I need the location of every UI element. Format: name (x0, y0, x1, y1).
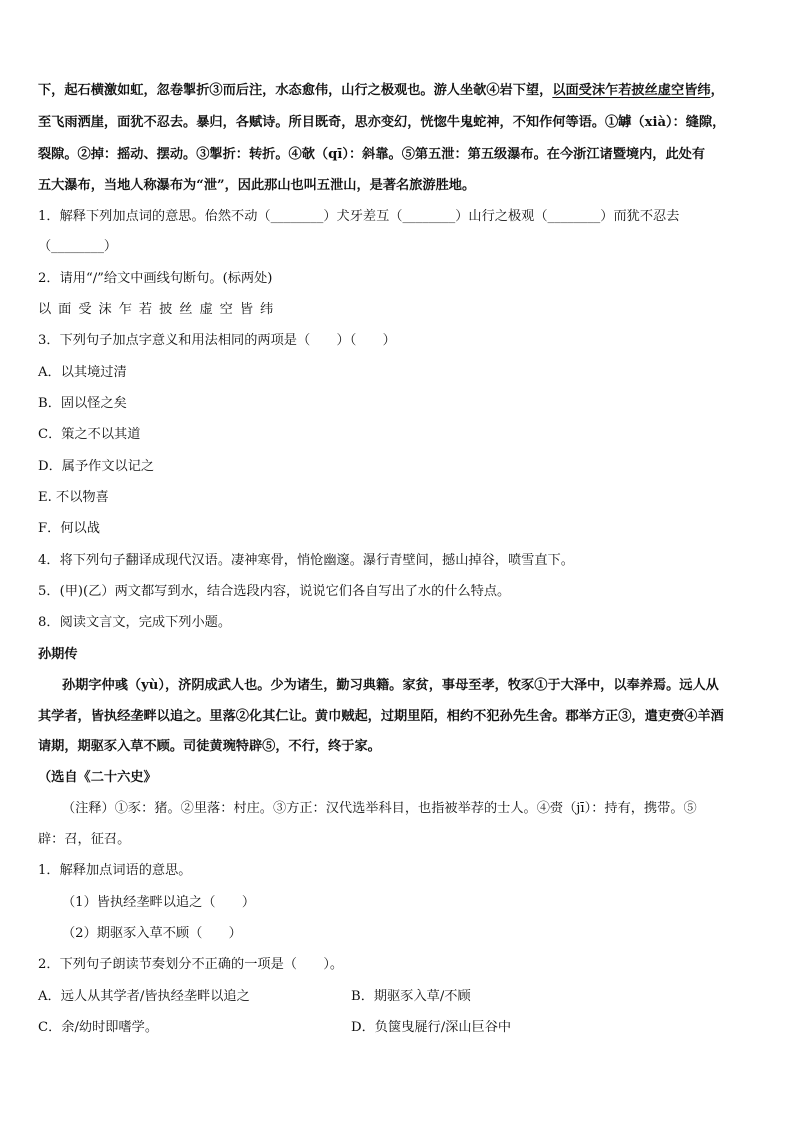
sub-question-1-item-1: （1）皆执经垄畔以追之（ ） (62, 895, 256, 910)
question-1-continued: （________） (38, 239, 118, 254)
option-d: D．负箧曳屣行/深山巨谷中 (351, 1020, 512, 1035)
passage-line-4: 五大瀑布，当地人称瀑布为“泄”，因此那山也叫五泄山，是著名旅游胜地。 (38, 178, 476, 193)
sub-question-1-item-2: （2）期驱豕入草不顾（ ） (62, 926, 242, 941)
text-line-2: 其学者，皆执经垄畔以追之。里落②化其仁让。黄巾贼起，过期里陌，相约不犯孙先生舍。郡举方正③，遣吏赍④羊酒 (38, 709, 724, 724)
sub-question-2-row-2 (38, 1019, 764, 1037)
question-2: 2．请用“/”给文中画线句断句。(标两处) (38, 271, 273, 286)
option-e: E. 不以物喜 (38, 490, 109, 505)
text-title: 孙期传 (38, 647, 78, 662)
question-4: 4．将下列句子翻译成现代汉语。凄神寒骨，悄怆幽邃。瀑行青壁间，撼山掉谷，喷雪直下。 (38, 553, 574, 568)
text-line-3: 请期，期驱豕入草不顾。司徒黄琬特辟⑤，不行，终于家。 (38, 739, 381, 754)
question-8: 8．阅读文言文，完成下列小题。 (38, 615, 232, 630)
passage-text: 下，起石横激如虹，忽卷掣折③而后注，水态愈伟，山行之极观也。游人坐欹④岩下望， (38, 83, 553, 98)
text-line-1: 孙期字仲彧（yù），济阴成武人也。少为诸生，勤习典籍。家贫，事母至孝，牧豕①于大泽中，以奉养焉。远人从 (62, 678, 719, 693)
notes-line-1: （注释）①豕：猪。②里落：村庄。③方正：汉代选举科目，也指被举荐的士人。④赍（jī）：持有，携带。⑤ (62, 801, 697, 816)
question-1: 1．解释下列加点词的意思。佁然不动（________）犬牙差互（________）山行之极观（________）而犹不忍去 (38, 209, 680, 224)
option-b: B．固以怪之矣 (38, 396, 127, 411)
sub-question-1: 1．解释加点词语的意思。 (38, 863, 192, 878)
question-3: 3．下列句子加点字意义和用法相同的两项是（ ）（ ） (38, 333, 396, 348)
option-d: D．属予作文以记之 (38, 459, 155, 474)
option-b: B．期驱豕入草/不顾 (351, 989, 471, 1004)
passage-text: ， (710, 83, 724, 98)
sub-question-2: 2．下列句子朗读节奏划分不正确的一项是（ ）。 (38, 957, 344, 972)
passage-line-1 (38, 82, 764, 100)
notes-line-2: 辟：召，征召。 (38, 832, 131, 847)
option-f: F．何以战 (38, 521, 100, 536)
sub-question-2-row-1 (38, 988, 764, 1006)
question-5: 5．(甲)(乙）两文都写到水，结合选段内容，说说它们各自写出了水的什么特点。 (38, 584, 511, 599)
option-c: C．余/幼时即嗜学。 (38, 1020, 159, 1035)
option-a: A．以其境过清 (38, 365, 127, 380)
passage-line-3: 裂隙。②掉：摇动、摆动。③掣折：转折。④欹（qī）：斜靠。⑤第五泄：第五级瀑布。在今浙江诸暨境内，此处有 (38, 147, 706, 162)
text-source: （选自《二十六史》 (38, 770, 157, 785)
underlined-sentence: 以面受沫乍若披丝虚空皆纬 (552, 83, 711, 98)
option-c: C．策之不以其道 (38, 427, 141, 442)
passage-line-2: 至飞雨洒崖，面犹不忍去。暴归，各赋诗。所目既奇，思亦变幻，恍惚牛鬼蛇神，不知作何等语。①罅（xià）：缝隙， (38, 115, 726, 130)
question-2-sentence: 以面受沫乍若披丝虚空皆纬 (38, 302, 281, 317)
option-a: A．远人从其学者/皆执经垄畔以追之 (38, 989, 250, 1004)
